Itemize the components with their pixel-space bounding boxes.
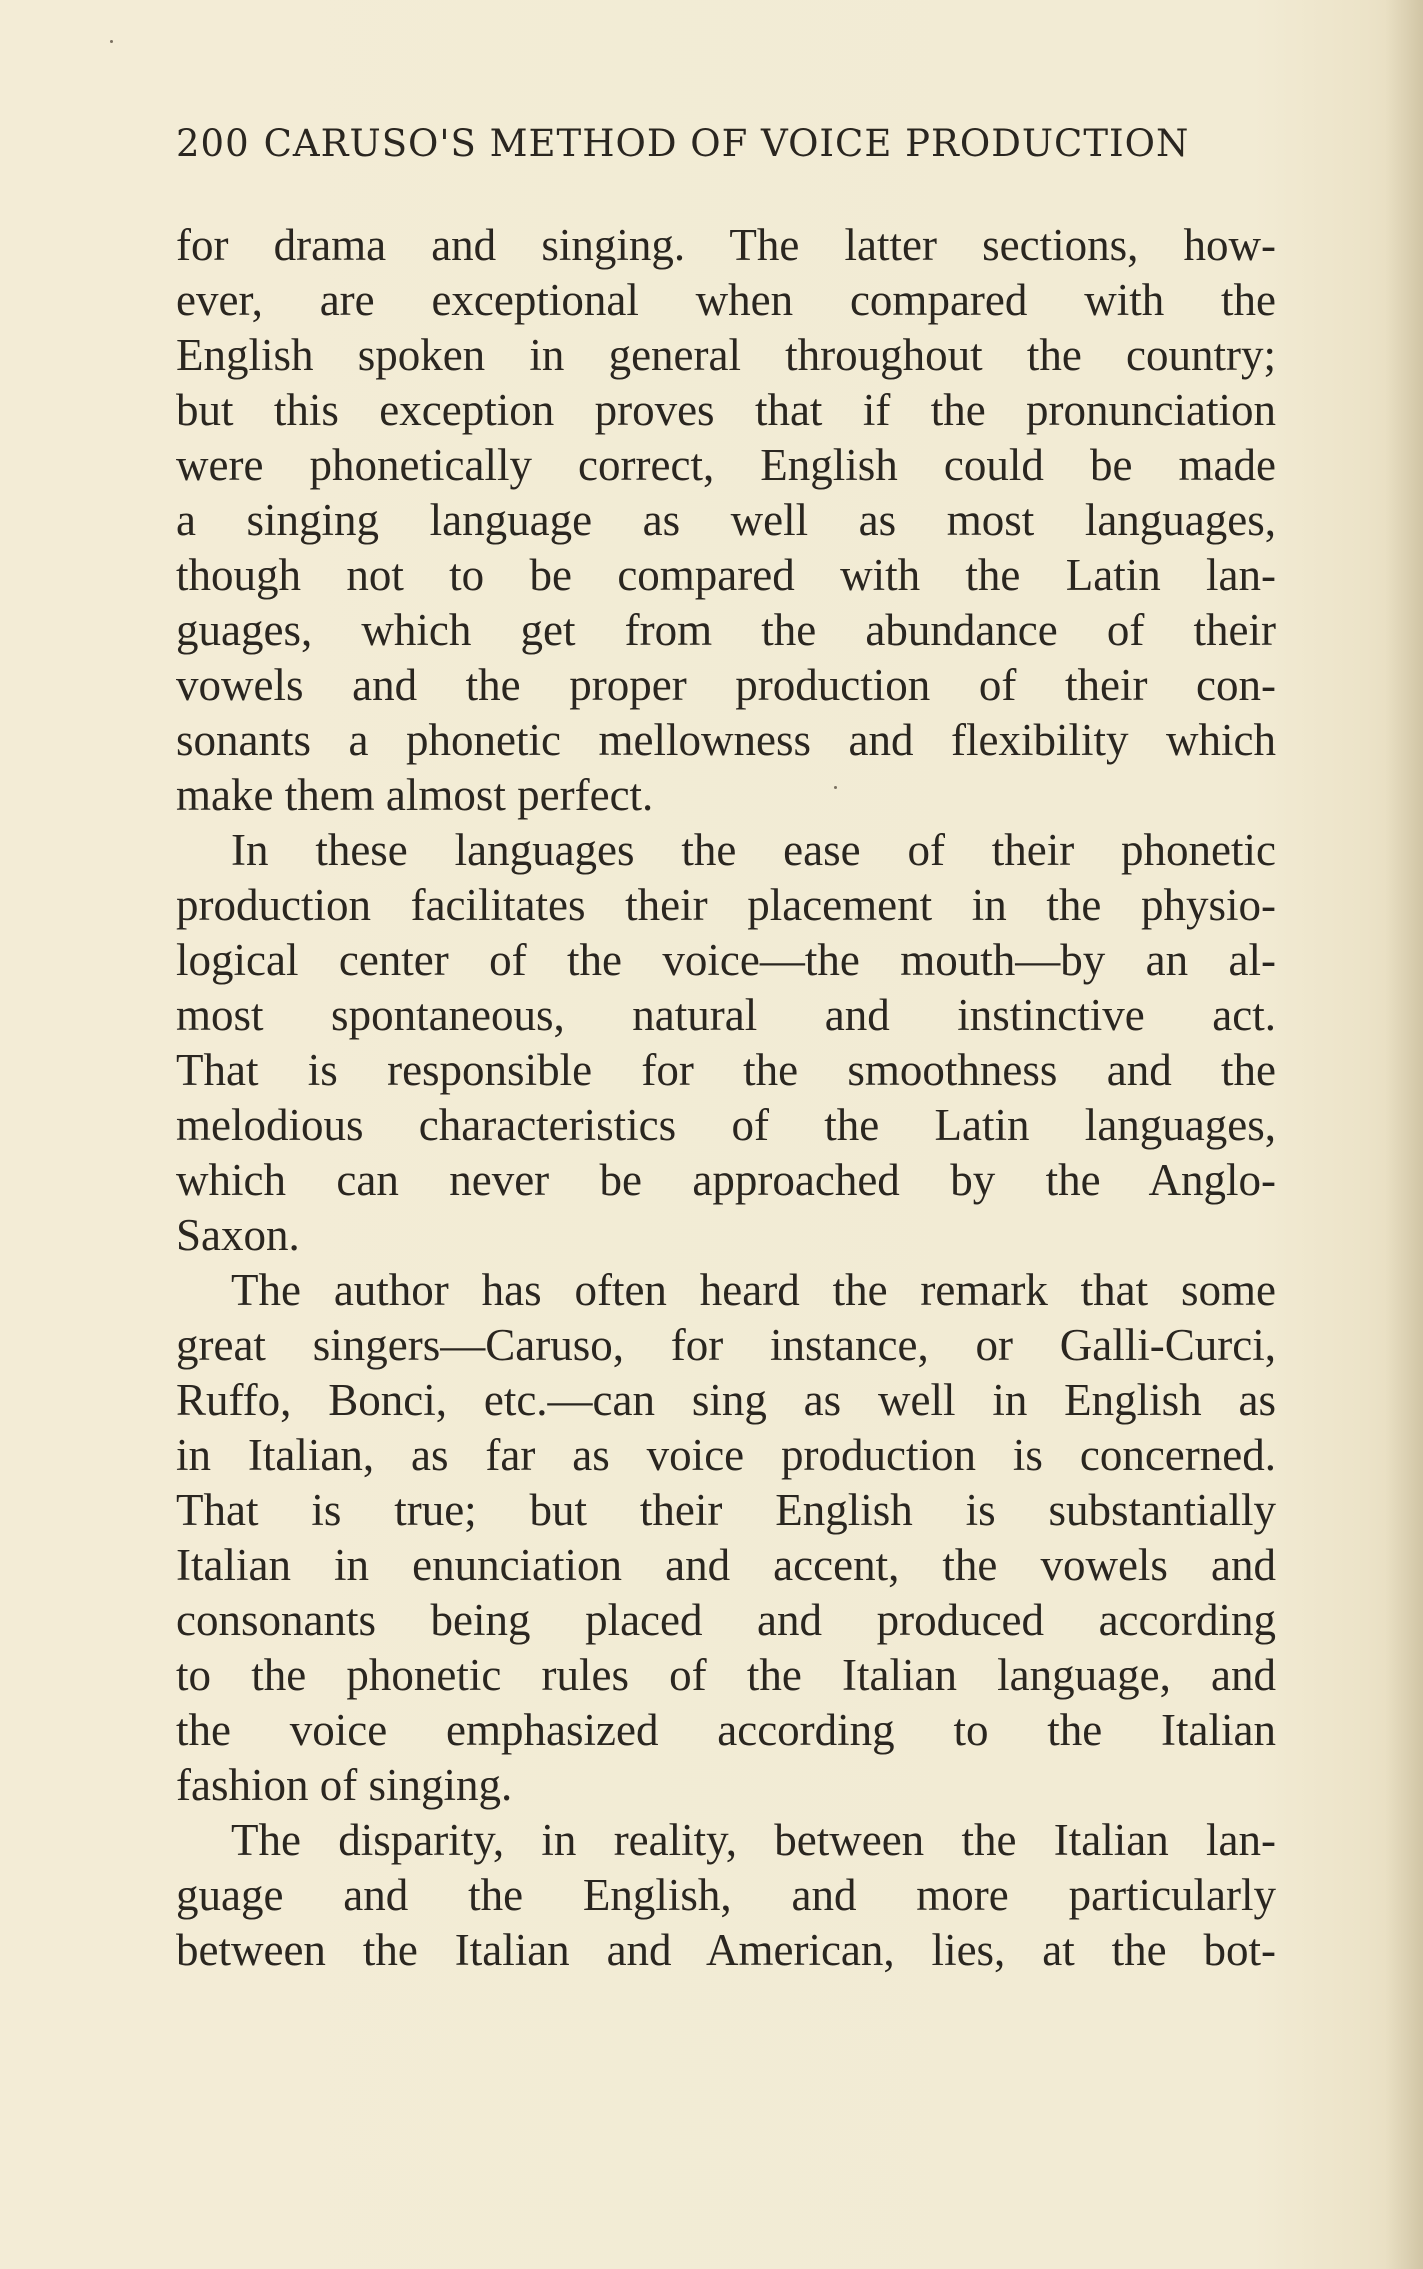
text-line: consonants being placed and produced according [176, 1595, 1276, 1645]
body-text [176, 218, 1276, 1978]
text-line: great singers—Caruso, for instance, or Galli-Curci, [176, 1320, 1276, 1370]
text-line: The author has often heard the remark that some [231, 1265, 1276, 1315]
text-line: between the Italian and American, lies, at the bot- [176, 1925, 1276, 1975]
text-line: were phonetically correct, English could be made [176, 440, 1276, 490]
text-line: English spoken in general throughout the country; [176, 330, 1276, 380]
text-line: In these languages the ease of their phonetic [231, 825, 1276, 875]
paragraph [176, 823, 1276, 1263]
text-line: production facilitates their placement in the physio- [176, 880, 1276, 930]
text-line: sonants a phonetic mellowness and flexibility which [176, 715, 1276, 765]
text-line: most spontaneous, natural and instinctive act. [176, 990, 1276, 1040]
text-line: the voice emphasized according to the Italian [176, 1705, 1276, 1755]
text-line: That is responsible for the smoothness and the [176, 1045, 1276, 1095]
text-line: in Italian, as far as voice production is concerned. [176, 1430, 1276, 1480]
text-line: for drama and singing. The latter sections, how- [176, 220, 1276, 270]
paragraph [176, 1263, 1276, 1813]
text-line: though not to be compared with the Latin lan- [176, 550, 1276, 600]
text-line: The disparity, in reality, between the Italian lan- [231, 1815, 1276, 1865]
text-line: which can never be approached by the Anglo- [176, 1155, 1276, 1205]
paragraph [176, 1813, 1276, 1978]
text-line: a singing language as well as most languages, [176, 495, 1276, 545]
speck [834, 786, 837, 789]
speck [110, 40, 113, 43]
text-line: fashion of singing. [176, 1760, 513, 1810]
text-line: ever, are exceptional when compared with the [176, 275, 1276, 325]
text-line: guages, which get from the abundance of their [176, 605, 1276, 655]
text-line: vowels and the proper production of their con- [176, 660, 1276, 710]
running-title: CARUSO'S METHOD OF VOICE PRODUCTION [263, 122, 1190, 165]
paragraph [176, 218, 1276, 823]
text-line: but this exception proves that if the pronunciation [176, 385, 1276, 435]
text-line: Saxon. [176, 1210, 300, 1260]
text-line: logical center of the voice—the mouth—by an al- [176, 935, 1276, 985]
page-number: 200 [176, 122, 250, 165]
page-edge-shadow [1385, 0, 1423, 2269]
text-line: Italian in enunciation and accent, the vowels and [176, 1540, 1276, 1590]
text-line: make them almost perfect. [176, 770, 654, 820]
text-line: Ruffo, Bonci, etc.—can sing as well in English as [176, 1375, 1276, 1425]
running-header [176, 122, 1256, 165]
text-line: guage and the English, and more particularly [176, 1870, 1276, 1920]
text-line: to the phonetic rules of the Italian language, and [176, 1650, 1276, 1700]
text-line: That is true; but their English is substantially [176, 1485, 1276, 1535]
text-line: melodious characteristics of the Latin languages, [176, 1100, 1276, 1150]
